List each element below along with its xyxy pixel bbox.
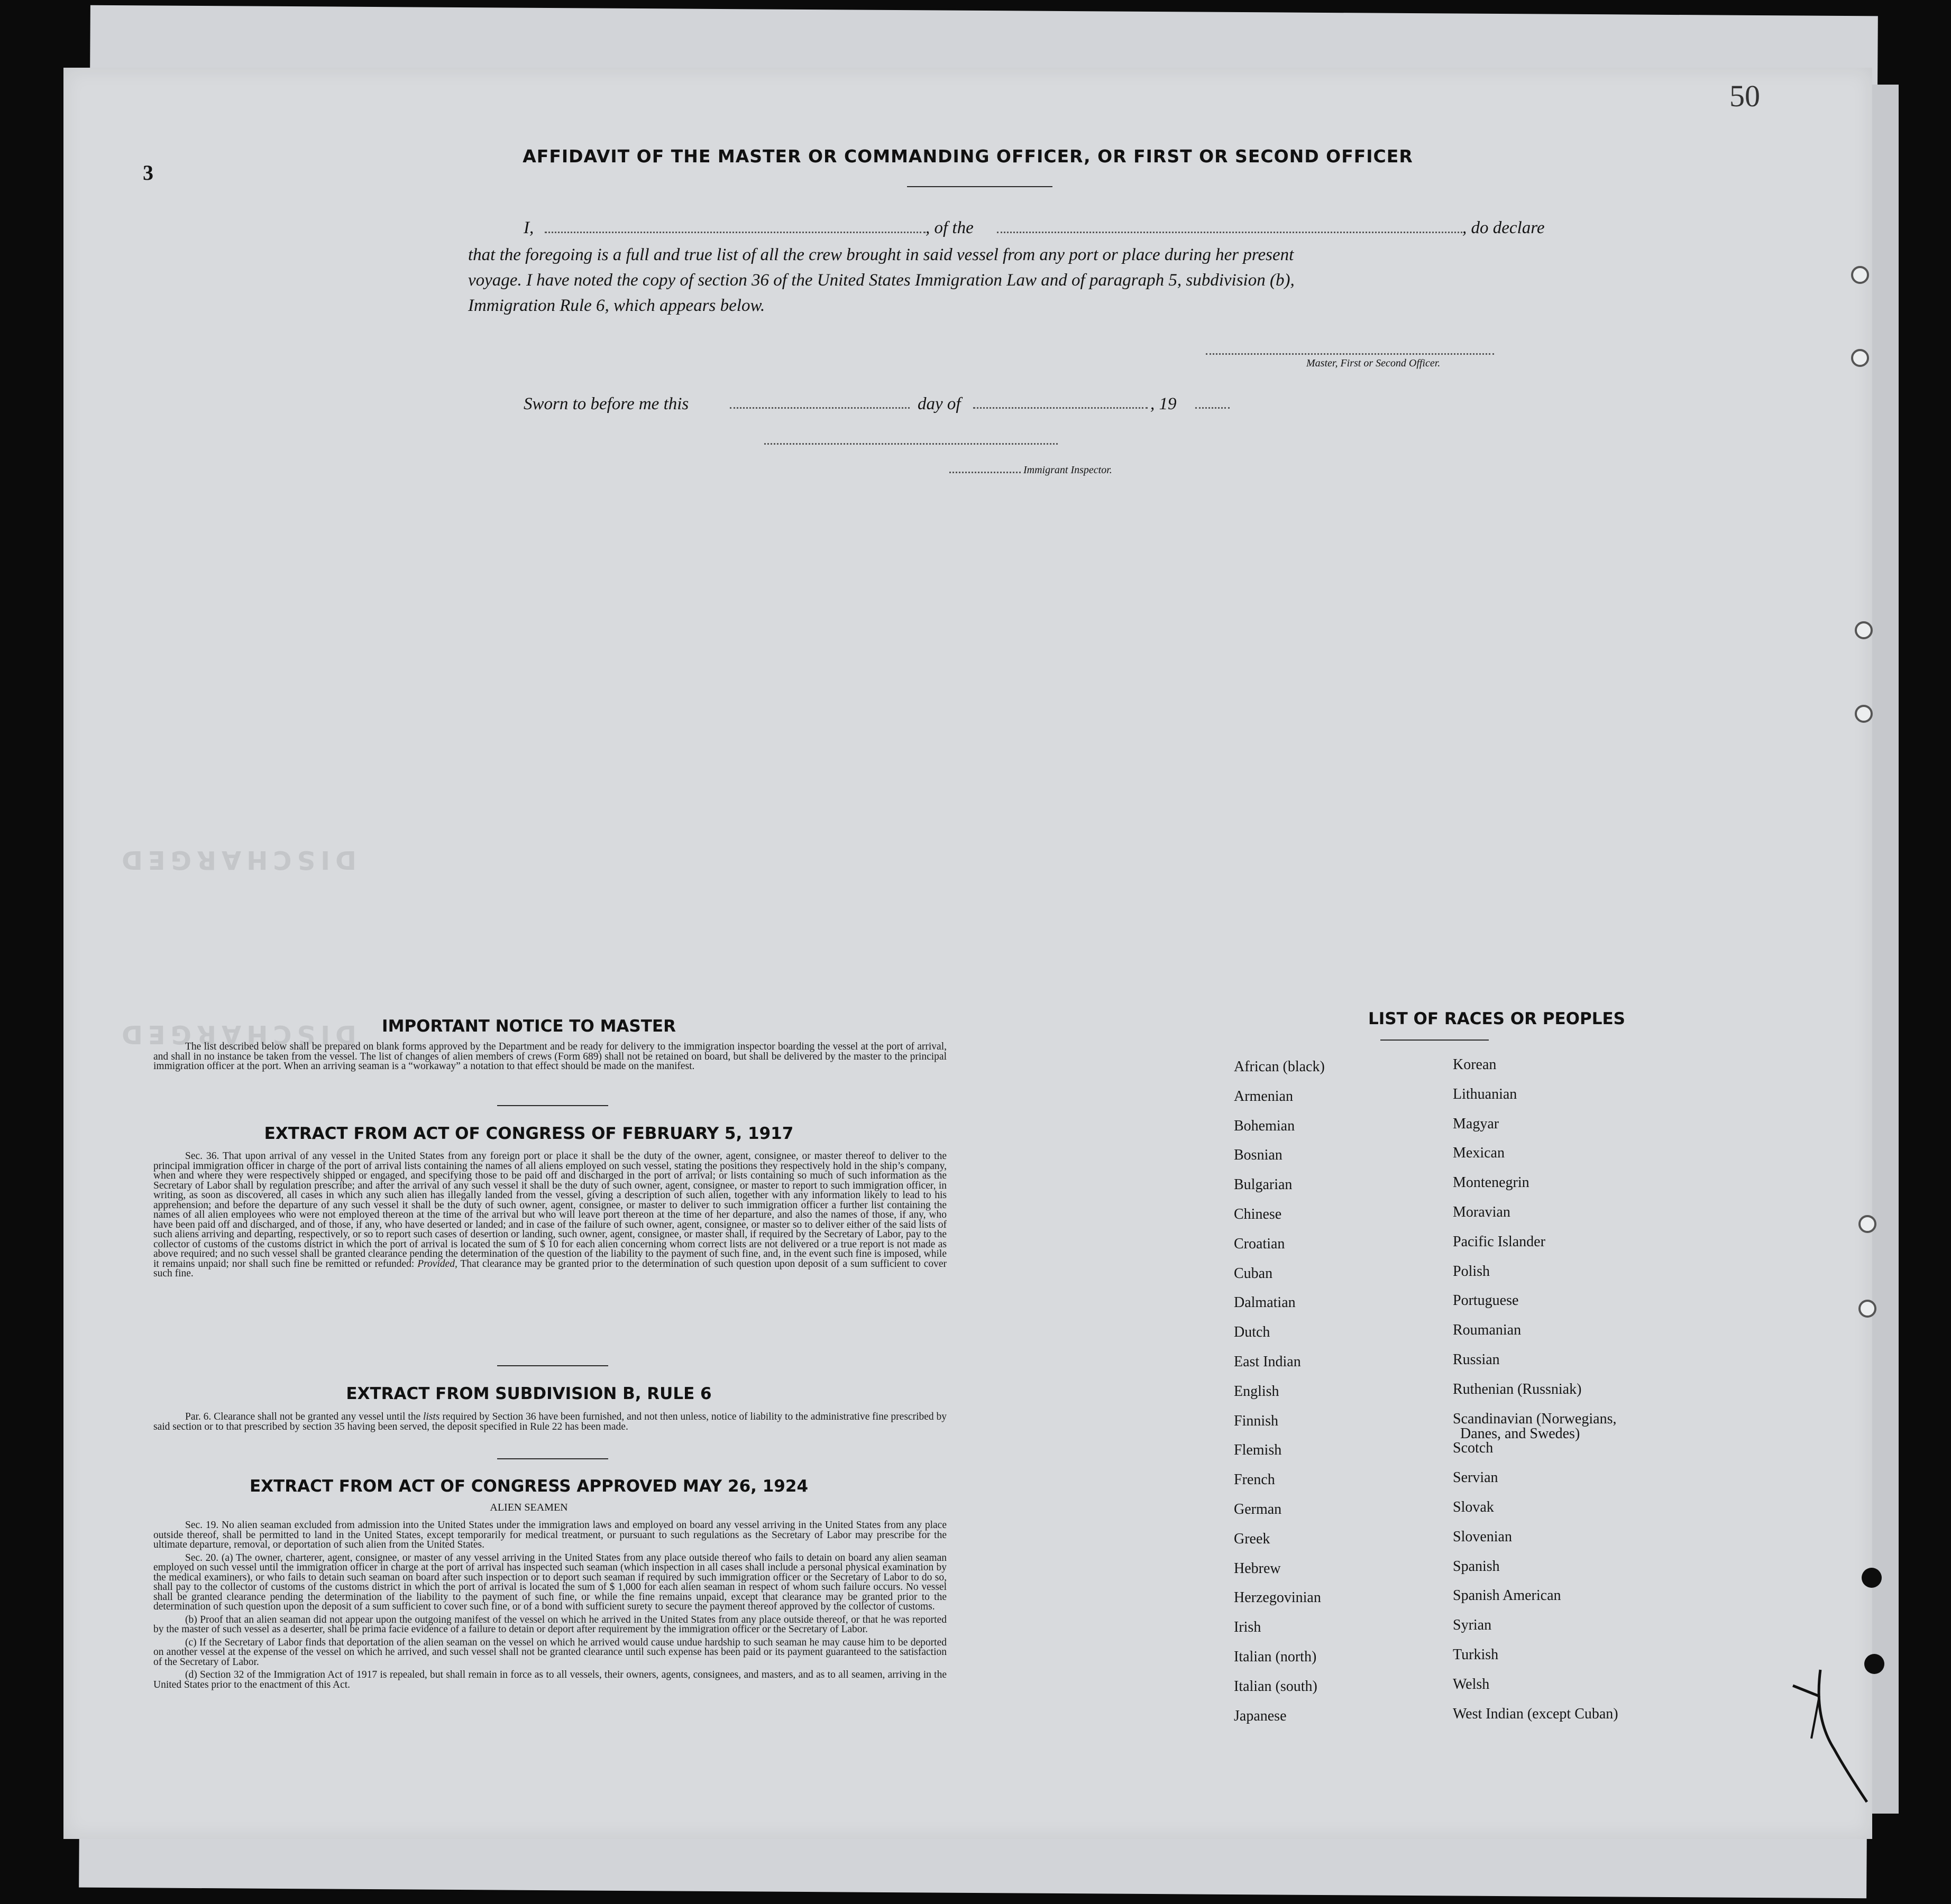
bleed-through-text: DISCHARGED [116,1019,356,1049]
affidavit-line4: Immigration Rule 6, which appears below. [468,296,765,315]
rule6-title: EXTRACT FROM SUBDIVISION B, RULE 6 [346,1384,712,1403]
race-item: Croatian [1234,1235,1285,1252]
master-signature-caption: Master, First or Second Officer. [1306,357,1441,369]
race-item: Italian (north) [1234,1649,1317,1665]
race-item: Syrian [1453,1617,1492,1634]
extract-1917-title: EXTRACT FROM ACT OF CONGRESS OF FEBRUARY 5, 1917 [264,1124,794,1143]
rule6-text-end: required by Section 36 have been furnished, and not then unless, notice of liability to the administrative fine prescribed by said section or to that prescribed by section 35 having been served, the deposit specified in Rule 22 has been made. [153,1411,947,1432]
sec20b-paragraph: (b) Proof that an alien seaman did not appear upon the outgoing manifest of the vessel on which he arrived in the United States from any place outside thereof, or that he was reported by the master of such vessel as a deserter, shall be prima facie evidence of a failure to detain or deport after requirement by the immigration officer or the Secretary of Labor. [153,1614,947,1635]
race-item: African (black) [1234,1059,1325,1075]
notice-paragraph: The list described below shall be prepared on blank forms approved by the Department and be ready for delivery to the immigration inspector boarding the vessel at the port of arrival, and shall in no instance be taken from the vessel. The list of changes of alien members of crews (Form 689) shall not be retained on board, but shall be delivered by the master to the principal immigration officer at the port. When an arriving seaman is a “workaway” a notation to that effect should be made on the manifest. [153,1041,947,1072]
inspector-signature-blank[interactable] [764,443,1058,445]
race-item: Bosnian [1234,1147,1283,1164]
proviso-text: That clearance may be granted prior to the determination of such question upon deposit of a sum sufficient to cover such fine. [153,1258,947,1279]
sworn-year-blank[interactable] [1195,407,1230,409]
race-item: Chinese [1234,1206,1282,1222]
race-item: German [1234,1501,1282,1517]
sworn-month-blank[interactable] [973,407,1148,409]
race-item: Slovenian [1453,1528,1512,1545]
rule6-lists-word: lists [423,1411,440,1422]
sworn-day-blank[interactable] [730,407,910,409]
margin-mark: 3 [143,161,153,185]
name-blank[interactable] [545,232,926,233]
extract-1924-title: EXTRACT FROM ACT OF CONGRESS APPROVED MAY 26, 1924 [249,1477,809,1496]
affidavit-line2: that the foregoing is a full and true list of all the crew brought in said vessel from any port or place during her present [468,245,1294,264]
sworn-text: Sworn to before me this [524,394,689,413]
vessel-blank[interactable] [997,232,1462,233]
race-item: Welsh [1453,1676,1490,1693]
race-item: Slovak [1453,1499,1494,1515]
race-item: Spanish American [1453,1587,1561,1604]
binder-hole [1858,1300,1876,1318]
race-item: Turkish [1453,1647,1499,1663]
race-item: Korean [1453,1056,1497,1073]
section-36-paragraph [153,1152,947,1279]
race-item: Magyar [1453,1115,1499,1132]
sec20c-paragraph: (c) If the Secretary of Labor finds that deportation of the alien seaman on the vessel on which he arrived would cause undue hardship to such seaman he may cause him to be deported on another vessel at the expense of the vessel on which he arrived, and such vessel shall not be granted clearance until such expense has been paid or its payment guaranteed to the satisfaction of the Secretary of Labor. [153,1636,947,1668]
binder-hole [1851,349,1869,367]
handwritten-check-mark [1782,1664,1877,1807]
races-title-rule [1380,1040,1489,1041]
section-36-text: Sec. 36. That upon arrival of any vessel in the United States from any foreign port or place it shall be the duty of the owner, agent, consignee, or master thereof to deliver to the principal immigration officer in charge of the port of arrival lists containing the names of all aliens employed on such vessel, stating the positions they respectively hold in the ship’s company, when and where they were respectively shipped or engaged, and specifying those to be paid off and discharged in the port of arrival; or lists containing so much of such information as the Secretary of Labor shall by regulation prescribe; and after the arrival of any such vessel it shall be the duty of such owner, agent, consignee, or master to report to such immigration officer, in writing, as soon as discovered, all cases in which any such alien has illegally landed from the vessel, giving a description of such alien, together with any information likely to lead to his apprehension; and before the departure of any such vessel it shall be the duty of such owner, agent, consignee, or master to deliver to such immigration officer a further list containing the names of all alien employees who were not employed thereon at the time of the arrival but who will leave port thereon at the time of her departure, and also the names of those, if any, who have been paid off and discharged, and of those, if any, who have deserted or landed; and in case of the failure of such owner, agent, consignee, or master so to deliver either of the said lists of such aliens arriving and departing, respectively, or so to report such cases of desertion or landing, such owner, agent, consignee, or master shall, if required by the Secretary of Labor, pay to the collector of customs of the customs district in which the port of arrival is located the sum of $ 10 for each alien concerning whom correct lists are not delivered or a true report is not made as above required; and no such vessel shall be granted clearance pending the determination of the question of the liability to the payment of such fine, and, in the event such fine is imposed, while it remains unpaid; nor shall such fine be remitted or refunded: [153,1151,947,1270]
document-page [63,68,1872,1839]
extract-1924-body [153,1521,947,1693]
race-item: Roumanian [1453,1322,1522,1339]
race-item: Moravian [1453,1204,1510,1220]
race-item: Bulgarian [1234,1176,1293,1193]
race-item: Herzegovinian [1234,1589,1321,1606]
page-number-handwritten: 50 [1729,79,1760,113]
race-item: Finnish [1234,1412,1279,1429]
affidavit-do-declare: , do declare [1462,218,1545,237]
race-item: Hebrew [1234,1560,1281,1577]
race-item: Polish [1453,1263,1490,1280]
extract-1924-subtitle: ALIEN SEAMEN [490,1502,568,1513]
race-item: French [1234,1471,1275,1488]
race-item: Bohemian [1234,1117,1295,1134]
race-item: Spanish [1453,1558,1500,1575]
sec20a-paragraph: Sec. 20. (a) The owner, charterer, agent, consignee, or master of any vessel arriving in the United States from any place outside thereof who fails to detain on board any alien seaman employed on such vessel until the immigration officer in charge at the port of arrival has inspected such seaman (which inspection in all cases shall include a personal physical examination by the medical examiners), or who fails to detain such seaman on board after such inspection or to deport such seaman if required by such immigration officer or the Secretary of Labor to do so, shall pay to the collector of customs of the customs district in which the port of arrival is located the sum of $ 1,000 for each alien seaman in respect of whom such failure occurs. No vessel shall be granted clearance pending the determination of the liability to the payment of such fine, or while the fine remains unpaid, except that clearance may be granted prior to the determination of such question upon the deposit of a sum sufficient to cover such fine, or of a bond with sufficient surety to secure the payment thereof approved by the collector of customs. [153,1552,947,1612]
binder-hole [1855,621,1873,639]
binder-hole [1858,1215,1876,1233]
race-item: East Indian [1234,1354,1301,1370]
section-rule [497,1458,608,1459]
sec19-paragraph: Sec. 19. No alien seaman excluded from admission into the United States under the immigration laws and employed on board any vessel arriving in the United States from any place outside thereof, shall be permitted to land in the United States, except temporarily for medical treatment, or pursuant to such regulations as the Secretary of Labor may prescribe for the ultimate departure, removal, or deportation of such alien from the United States. [153,1520,947,1550]
section-rule [497,1105,608,1106]
section-rule [497,1365,608,1366]
race-item: Lithuanian [1453,1086,1517,1102]
race-item: Scotch [1453,1440,1494,1457]
race-item: Portuguese [1453,1292,1519,1309]
race-item: Mexican [1453,1145,1505,1162]
race-item: Scandinavian (Norwegians, Danes, and Swedes) [1453,1410,1617,1442]
inspector-caption: Immigrant Inspector. [1023,464,1112,476]
race-item: Cuban [1234,1265,1273,1282]
binder-hole-filled [1862,1568,1882,1588]
race-item: Irish [1234,1619,1261,1636]
race-item: Italian (south) [1234,1678,1317,1695]
day-of-text: day of [918,394,961,413]
race-item: Servian [1453,1469,1498,1486]
proviso-word: Provided, [417,1258,457,1270]
race-item: West Indian (except Cuban) [1453,1705,1618,1722]
race-item: Flemish [1234,1442,1282,1459]
affidavit-line3: voyage. I have noted the copy of section 36 of the United States Immigration Law and of paragraph 5, subdivision (b), [468,271,1295,290]
sec20d-paragraph: (d) Section 32 of the Immigration Act of 1917 is repealed, but shall remain in force as to all vessels, their owners, agents, consignees, and masters, and as to all seamen, arriving in the United States prior to the enactment of this Act. [153,1669,947,1690]
race-item: Ruthenian (Russniak) [1453,1381,1582,1397]
binder-hole [1851,266,1869,284]
binder-hole [1855,705,1873,723]
rule6-body [153,1412,947,1435]
year-prefix: , 19 [1150,394,1177,413]
races-title: LIST OF RACES OR PEOPLES [1368,1009,1626,1028]
affidavit-title: AFFIDAVIT OF THE MASTER OR COMMANDING OFFICER, OR FIRST OR SECOND OFFICER [523,146,1413,167]
extract-1917-body [153,1152,947,1282]
race-item: Dutch [1234,1324,1270,1341]
notice-body [153,1042,947,1075]
rule6-paragraph [153,1412,947,1432]
notice-title: IMPORTANT NOTICE TO MASTER [382,1017,676,1036]
race-item: Russian [1453,1351,1500,1368]
race-item: Montenegrin [1453,1174,1529,1191]
race-item: Armenian [1234,1088,1293,1105]
master-signature-blank[interactable] [1206,353,1494,355]
affidavit-i: I, [524,218,534,237]
rule6-text-start: Par. 6. Clearance shall not be granted any vessel until the [185,1411,421,1422]
race-item: Japanese [1234,1707,1287,1724]
inspector-name-blank[interactable] [949,472,1021,473]
race-item: Pacific Islander [1453,1233,1545,1250]
race-item: Dalmatian [1234,1294,1296,1311]
bleed-through-text: DISCHARGED [116,845,356,875]
binder-hole-filled [1864,1654,1884,1674]
race-item: Greek [1234,1530,1270,1547]
race-item: English [1234,1383,1279,1400]
title-rule [907,186,1052,187]
affidavit-of-the: , of the [926,218,974,237]
